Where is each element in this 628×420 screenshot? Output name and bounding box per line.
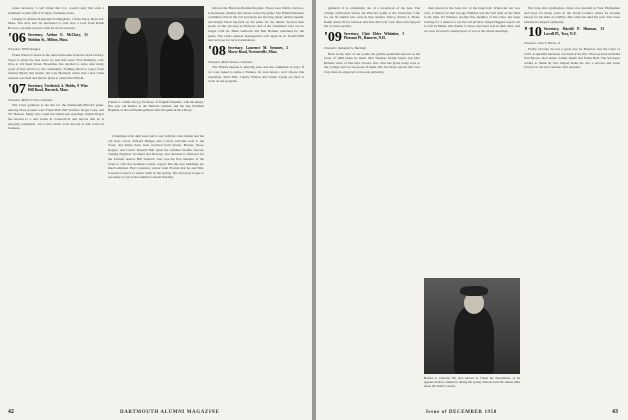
class-heading-1910 xyxy=(524,27,620,39)
page-number: 43 xyxy=(612,409,618,415)
class-heading-1908 xyxy=(208,43,304,59)
photo-caption: Harold A. Osborne '09, now known as 'Osbie the Woodsman', as he appeared before audiences during the spring when he held his annual talks about the North Country. xyxy=(424,376,520,389)
class-treasurer: Treasurer, John F. Horne, Jr. xyxy=(524,41,561,46)
class-notes-text: Friday October 24 was a great day for Hanover and the Class of 1910. A splendid luncheon was held at the Inn. Those present included Ned Brown, Ken Ames, Arthur Smith and Frank Hall. The Secretary wishes to thank all who helped make the day a success and looks forward to the next reunion with pleasure. xyxy=(524,46,620,70)
column-text: Classmates who died were laid to rest with the class banner and the old class colors. Edward Hedges sent a most welcome note to the Class, and letters have been received from Rosen, Bowen, Sears, Rogers, and Cotter. Russell Hall spent the summer months abroad, visiting England, Scotland and Norway, and returned to Hanover for the football season. Bill Sanford, who was the first member of the Class to visit the Graduate Center, reports that the new buildings are much admired. Bob Lawrence writes from Florida that he and Mrs. Lawrence expect to return north in the spring. The Secretary hopes to see many of you at the Alumni Council meeting. xyxy=(108,134,204,180)
class-heading-1909 xyxy=(324,29,420,45)
left-column-3 xyxy=(208,6,304,398)
class-treasurer: Treasurer, Rufus Sisson, Chairman xyxy=(208,59,253,64)
page-number: 42 xyxy=(8,409,14,415)
class-year: '10 xyxy=(524,25,542,41)
class-notes-text: The Class gathered at the Inn for the Dartmouth-Harvard game. Among those present were Frank Ball, Bill Sanford, Roger Lane, and Vic Hanson. Many who could not attend sent greetings. Ralph Thayer has moved to a new home in Connecticut and reports that he is enjoying retirement. Joe Cotter sends word that he is still active in business. xyxy=(8,103,104,131)
class-notes-text: Back in the days of our youth, the gallant gentleman known as the Class of 1909 made its mark. Mat Thomas, Ralph Chase and Otto Holmes write of fine trips abroad. Our class has given many sons to the College and we are proud of them. The Secretary reports that over forty men are expected at the next gathering. xyxy=(324,51,420,74)
class-photo xyxy=(108,6,204,98)
class-year: '08 xyxy=(208,43,226,59)
right-column-2 xyxy=(424,6,520,274)
page-footer: Issue of DECEMBER 1958 xyxy=(426,410,497,415)
column-text: bellows the Harvard-Dartmouth game. There were Stitch, Cardozo, Letterkenny, Ainsley and Seaver in the big game. The Fiftieth Reunion committee met in the fall and plans are moving ahead. Arthur Spaeth, and Ralph Stead reported on the plans for the dinner. Several men spoke on the old days in Hanover and of the classmates who are no longer with us. Hank Gerhardt and Ben Holmes remained for the game. The Class reunion headquarters will again be in Topliff Hall and we hope for record attendance. xyxy=(208,6,304,43)
class-year: '06 xyxy=(8,31,26,47)
class-secretary: Secretary, Frederick A. Hobbs, 8 Wise Hill Road, Harwich, Mass. xyxy=(27,83,88,92)
class-treasurer: Treasurer, Nathaniel G. Burleigh xyxy=(324,45,366,50)
left-page xyxy=(0,0,312,420)
osborne-photo xyxy=(424,278,520,374)
page-footer: DARTMOUTH ALUMNI MAGAZINE xyxy=(120,410,220,415)
right-column-3 xyxy=(524,6,620,398)
column-text: Change of address Randolph Frothingham, 1 Ware Place, Boston 8, Mass. You may also be interested to read how a note from Ralph Bowen, a prompt reporter with far more seniority. xyxy=(8,16,104,30)
class-notes-text: The fiftieth reunion is drawing near and the committee is busy. If we were asked to name a Yankee, ah, sure knows, we'd choose this classmate. Dick Hall, Charlie Wilson and Walter Lynde are hard at work on the program. xyxy=(208,65,304,84)
class-secretary: Secretary, Arthur E. McClary, 31 Sheldon St., Milton, Mass. xyxy=(27,33,88,42)
column-text: estate secretary. I can't think that C.C. would reply that such a statement would offer it in these classmate notes. xyxy=(8,6,104,15)
class-treasurer: Treasurer, Robert Frost, Chairman xyxy=(8,97,53,102)
left-column-1 xyxy=(8,6,104,398)
column-text: gathered. It is completely out of a scrapbook of the past. The college celebration before the Harvard game at the University Club for our 50 alumni who were in that reunion. Pierce, Robert L. Bond, Ralph Ames, Percy Gleason and Pete McCarty were there and enjoyed the occasion greatly. xyxy=(324,6,420,29)
left-column-2 xyxy=(108,134,204,398)
right-column-1 xyxy=(324,6,420,398)
right-page xyxy=(316,0,628,420)
column-text: Not long after graduation, Ossie was married in New Hampshire and lived for many years in the North Country where he became known for his talks on wildlife. Mrs. Osborne died last year. The Class extends its deepest sympathy. xyxy=(524,6,620,24)
photo-caption: Francis L. Childs '06 (l.), Professor of English Emeritus, with his ninety-five year old mentor at the Hanover reunion, and the late President Hopkins, as the old friends gathered after the game in the Library. xyxy=(108,100,204,113)
class-heading-1907 xyxy=(8,81,104,97)
class-secretary: Secretary, Laurence M. Symmes, 2 Morse Road, Newtonville, Mass. xyxy=(227,45,288,54)
class-secretary: Secretary, Harold P. Hinman, 13 Lowell Pl., Troy, N.Y. xyxy=(543,27,604,36)
column-text: their places in the back row of the large hall. When the war was over, it turned out that George Watkins was the best man on the field at the time. Ed Webster, another fine member of the Class, has been looking for a chance to see the old pictures. Ralph Higgins reports all is well in Maine. Our thanks to those who have sent in their dues, and we look forward to seeing more of you at the winter meetings. xyxy=(424,6,520,33)
class-year: '09 xyxy=(324,29,342,45)
class-treasurer: Treasurer, Willis Sprague xyxy=(8,47,41,52)
class-heading-1906 xyxy=(8,33,104,45)
class-notes-text: Frank Waldo is listed as the retired librarian from the State Library. Sayre is about the best news we had this issue. Fred Bulkeley, who lives at 119 Kent Street, Brookline, has decided to retire after many years of fine service to the community. Nothing much to report from Stanley Beach this month, but Guy Marshall writes that a fine Class reunion was held and that he plans to attend the Fiftieth. xyxy=(8,53,104,81)
class-year: '07 xyxy=(8,81,26,97)
class-secretary: Secretary, Clair Elder Whitaker, 3 Pleasant Pl., Hanover, N.H. xyxy=(343,31,404,41)
